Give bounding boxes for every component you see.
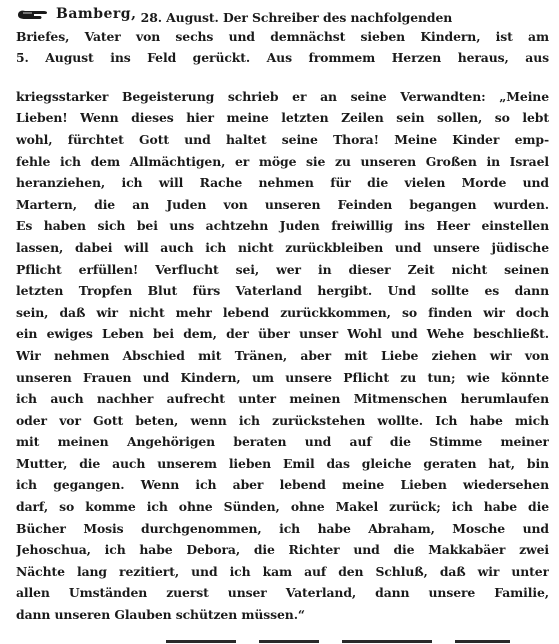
dateline: [16, 4, 136, 26]
cropped-text-fragment: [166, 640, 236, 643]
body-line: Mutter, die auch unserem lieben Emil das gleiche geraten hat, bin: [16, 455, 549, 471]
body-line: ich auch nachher aufrecht unter meinen Mitmenschen herumlaufen: [16, 391, 549, 407]
intro-line: 28. August. Der Schreiber des nachfolgenden: [140, 9, 453, 25]
body-line: allen Umständen zuerst unser Vaterland, dann unsere Familie,: [16, 585, 549, 601]
intro-line: Briefes, Vater von sechs und demnächst sieben Kindern, ist am: [16, 28, 549, 44]
body-line: fehle ich dem Allmächtigen, er möge sie zu unseren Großen in Israel: [16, 153, 549, 169]
dateline-place: Bamberg,: [56, 6, 137, 22]
cropped-next-line: [16, 632, 546, 644]
cropped-text-fragment: [455, 640, 510, 643]
body-line: Martern, die an Juden von unseren Feinden begangen wurden.: [16, 196, 549, 212]
body-line: kriegsstarker Begeisterung schrieb er an seine Verwandten: „Meine: [16, 88, 549, 104]
body-line: ich gegangen. Wenn ich aber lebend meine Lieben wiedersehen: [16, 477, 549, 493]
body-line: Bücher Mosis durchgenommen, ich habe Abraham, Mosche und: [16, 520, 549, 536]
body-line: Wir nehmen Abschied mit Tränen, aber mit Liebe ziehen wir von: [16, 347, 549, 363]
body-line: Lieben! Wenn dieses hier meine letzten Zeilen sein sollen, so lebt: [16, 110, 549, 126]
body-line: unseren Frauen und Kindern, um unsere Pflicht zu tun; wie könnte: [16, 369, 549, 385]
body-line: wohl, fürchtet Gott und haltet seine Thora! Meine Kinder emp-: [16, 131, 549, 147]
body-line: oder vor Gott beten, wenn ich zurückstehen wollte. Ich habe mich: [16, 412, 549, 428]
body-line: Jehoschua, ich habe Debora, die Richter und die Makkabäer zwei: [16, 542, 549, 558]
body-line: sein, daß wir nicht mehr lebend zurückkommen, so finden wir doch: [16, 304, 549, 320]
cropped-text-fragment: [342, 640, 432, 643]
dateline-line: [16, 4, 549, 26]
body-line: letzten Tropfen Blut fürs Vaterland hergibt. Und sollte es dann: [16, 283, 549, 299]
body-line: ein ewiges Leben bei dem, der über unser Wohl und Wehe beschließt.: [16, 326, 549, 342]
column-gap: [16, 69, 549, 86]
letter-body: [16, 86, 549, 626]
body-line: darf, so komme ich ohne Sünden, ohne Makel zurück; ich habe die: [16, 499, 549, 515]
intro-line: 5. August ins Feld gerückt. Aus frommem Herzen heraus, aus: [16, 50, 549, 66]
body-line: Nächte lang rezitiert, und ich kam auf den Schluß, daß wir unter: [16, 563, 549, 579]
cropped-text-fragment: [259, 640, 319, 643]
pointing-hand-icon: [16, 8, 50, 22]
body-line: heranziehen, ich will Rache nehmen für die vielen Morde und: [16, 175, 549, 191]
body-line: dann unseren Glauben schützen müssen.“: [16, 607, 305, 623]
body-line: Pflicht erfüllen! Verflucht sei, wer in dieser Zeit nicht seinen: [16, 261, 549, 277]
body-line: lassen, dabei will auch ich nicht zurückbleiben und unsere jüdische: [16, 239, 549, 255]
body-line: Es haben sich bei uns achtzehn Juden freiwillig ins Heer einstellen: [16, 218, 549, 234]
body-line: mit meinen Angehörigen beraten und auf die Stimme meiner: [16, 434, 549, 450]
